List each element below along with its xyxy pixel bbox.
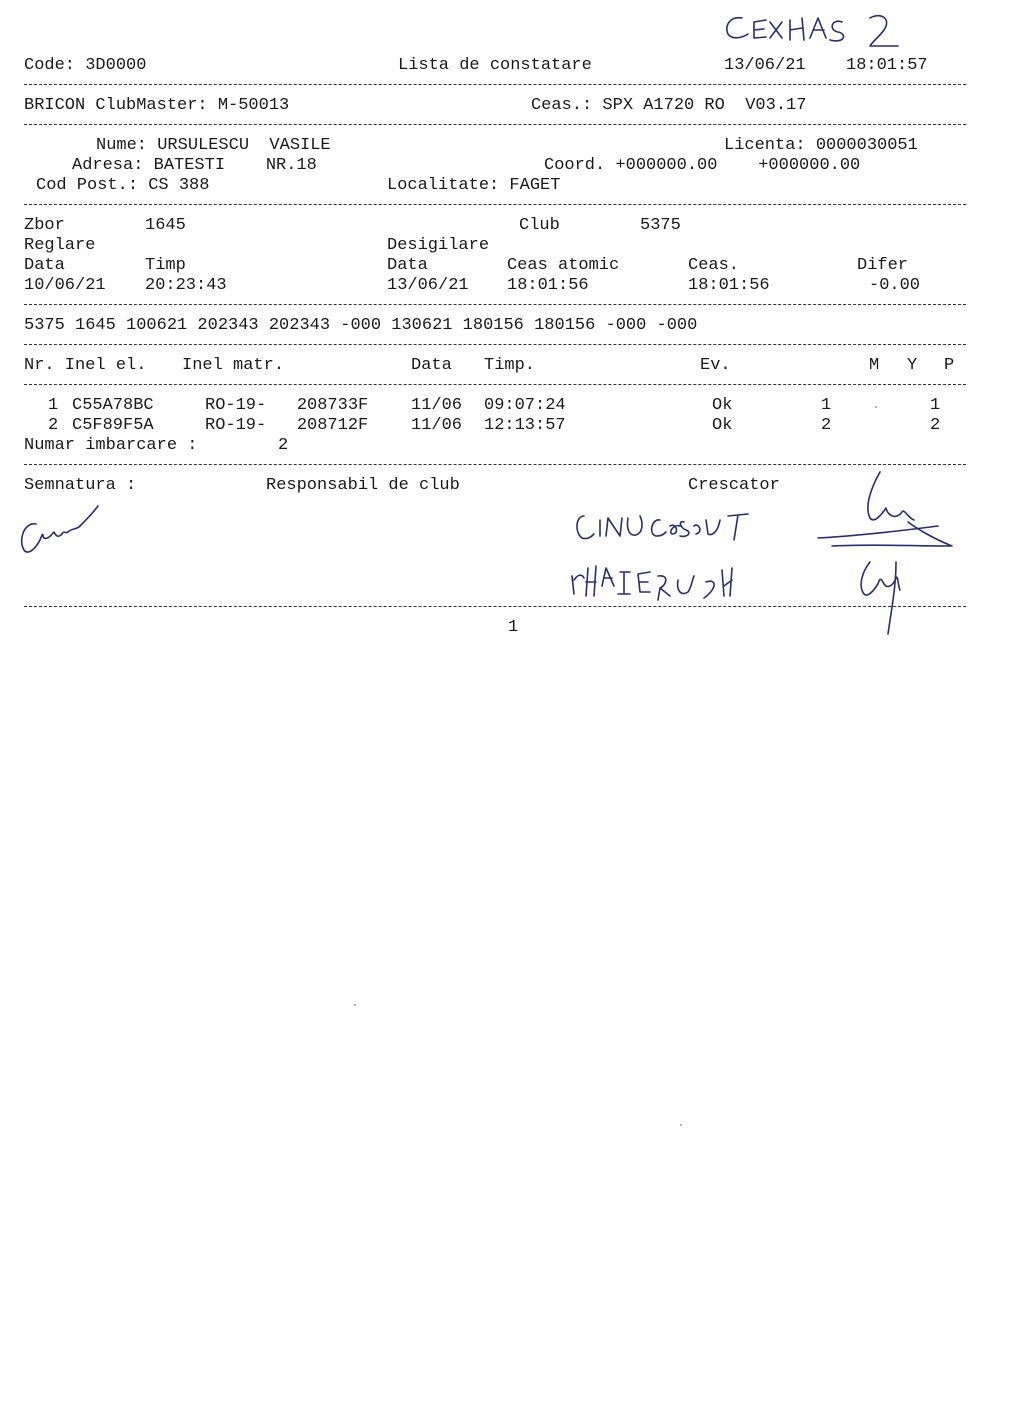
divider	[24, 204, 966, 205]
club-label: Club	[519, 216, 560, 235]
clubmaster-id: BRICON ClubMaster: M-50013	[24, 96, 290, 115]
row-timp: 12:13:57	[484, 416, 566, 435]
handwritten-name-1	[572, 506, 752, 548]
col-header-timp: Timp.	[484, 356, 536, 375]
flight-number: 1645	[145, 216, 186, 235]
club-number: 5375	[640, 216, 681, 235]
unsealing-date: 13/06/21	[387, 276, 469, 295]
clock-id: Ceas.: SPX A1720 RO V03.17	[531, 96, 807, 115]
row-data: 11/06	[411, 416, 463, 435]
setting-time: 20:23:43	[145, 276, 227, 295]
row-nr: 2	[48, 416, 59, 435]
row-m: 1	[821, 396, 832, 415]
setting-time-label: Timp	[145, 256, 186, 275]
row-inel-matr: RO-19- 208733F	[205, 396, 369, 415]
boarding-count-label: Numar imbarcare :	[24, 436, 198, 455]
col-header-y: Y	[907, 356, 918, 375]
divider	[24, 304, 966, 305]
boarding-count: 2	[278, 436, 289, 455]
owner-coordinates: Coord. +000000.00 +000000.00	[544, 156, 861, 175]
page-number: 1	[508, 618, 519, 637]
setting-date-label: Data	[24, 256, 65, 275]
signature-right	[812, 466, 962, 636]
scan-speck	[680, 1124, 682, 1126]
atomic-clock-time: 18:01:56	[507, 276, 589, 295]
divider	[24, 84, 966, 85]
owner-license: Licenta: 0000030051	[724, 136, 918, 155]
row-inel-el: C55A78BC	[72, 396, 154, 415]
row-ev: Ok	[712, 396, 733, 415]
breeder-label: Crescator	[688, 476, 780, 495]
col-header-nr-inel-el: Nr. Inel el.	[24, 356, 147, 375]
col-header-ev: Ev.	[700, 356, 731, 375]
document-code: Code: 3D0000	[24, 56, 147, 75]
code-line: 5375 1645 100621 202343 202343 -000 130621 180156 180156 -000 -000	[24, 316, 698, 335]
unsealing-date-label: Data	[387, 256, 428, 275]
owner-locality: Localitate: FAGET	[387, 176, 561, 195]
setting-date: 10/06/21	[24, 276, 106, 295]
col-header-m: M	[869, 356, 880, 375]
owner-postal-code: Cod Post.: CS 388	[36, 176, 210, 195]
difference-label: Difer	[857, 256, 909, 275]
print-time: 18:01:57	[846, 56, 928, 75]
row-m: 2	[821, 416, 832, 435]
scan-speck	[354, 1004, 356, 1006]
owner-name: Nume: URSULESCU VASILE	[96, 136, 331, 155]
handwritten-note-top	[720, 8, 920, 52]
divider	[24, 464, 966, 465]
print-date: 13/06/21	[724, 56, 806, 75]
divider	[24, 384, 966, 385]
clock-label: Ceas.	[688, 256, 740, 275]
col-header-inel-matr: Inel matr.	[182, 356, 285, 375]
row-nr: 1	[48, 396, 59, 415]
col-header-p: P	[944, 356, 955, 375]
signature-label: Semnatura :	[24, 476, 137, 495]
row-ev: Ok	[712, 416, 733, 435]
owner-address: Adresa: BATESTI NR.18	[72, 156, 317, 175]
divider	[24, 124, 966, 125]
row-inel-matr: RO-19- 208712F	[205, 416, 369, 435]
divider	[24, 606, 966, 607]
divider	[24, 344, 966, 345]
signature-left	[14, 494, 114, 560]
setting-label: Reglare	[24, 236, 96, 255]
scan-speck	[875, 406, 877, 408]
document-title: Lista de constatare	[398, 56, 592, 75]
handwritten-name-2	[566, 556, 756, 606]
atomic-clock-label: Ceas atomic	[507, 256, 620, 275]
row-data: 11/06	[411, 396, 463, 415]
unsealing-label: Desigilare	[387, 236, 490, 255]
flight-label: Zbor	[24, 216, 65, 235]
clock-time: 18:01:56	[688, 276, 770, 295]
row-p: 1	[930, 396, 941, 415]
club-responsible-label: Responsabil de club	[266, 476, 460, 495]
row-timp: 09:07:24	[484, 396, 566, 415]
row-p: 2	[930, 416, 941, 435]
row-inel-el: C5F89F5A	[72, 416, 154, 435]
col-header-data: Data	[411, 356, 452, 375]
clock-difference: -0.00	[869, 276, 921, 295]
